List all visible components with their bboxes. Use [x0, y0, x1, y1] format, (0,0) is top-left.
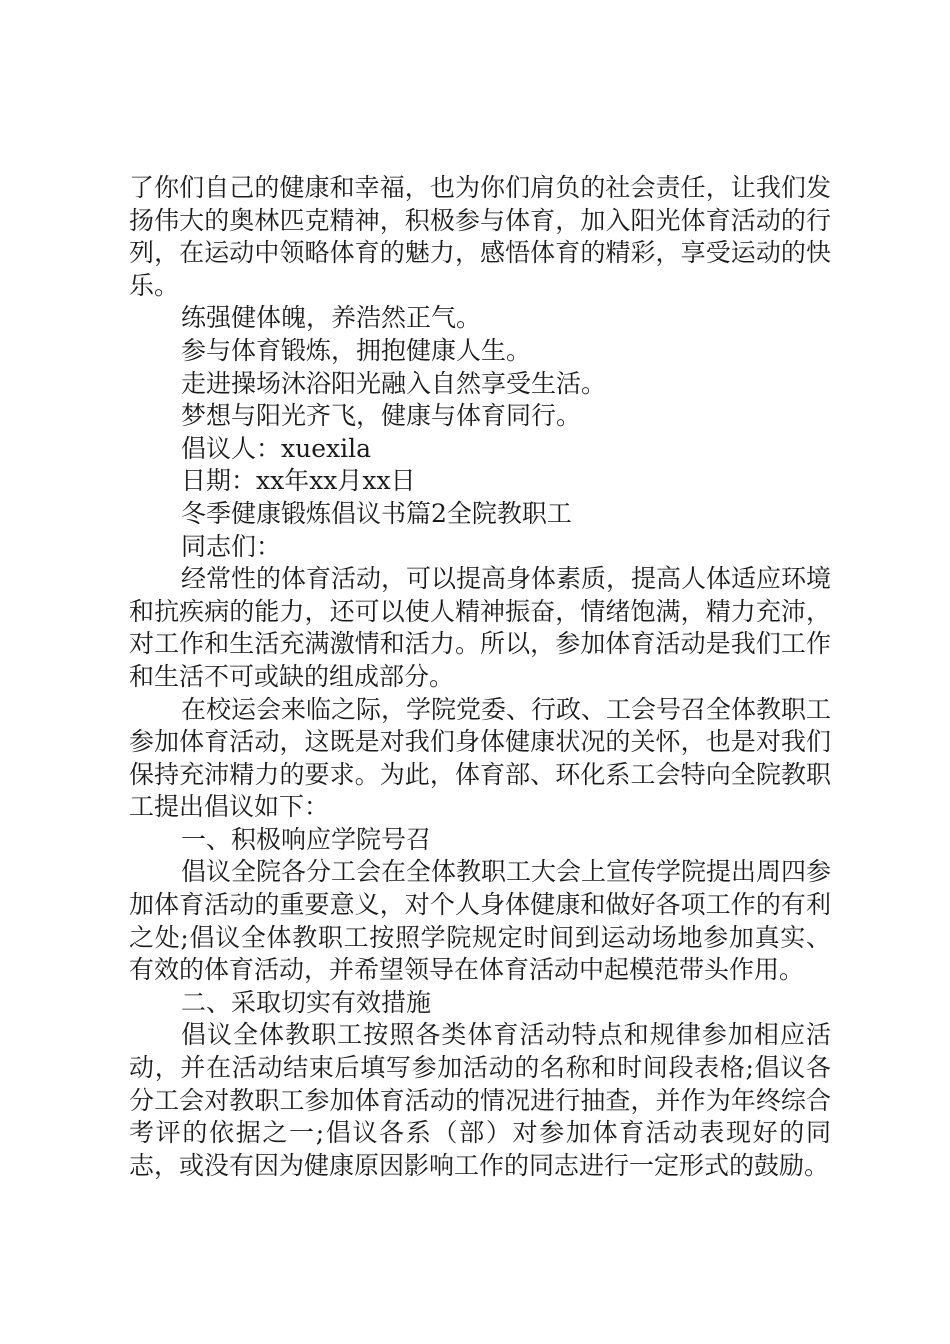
- document-body: [129, 172, 831, 1182]
- heading-2: 二、采取切实有效措施: [181, 987, 432, 1017]
- slogan-line: 梦想与阳光齐飞，健康与体育同行。: [181, 401, 582, 431]
- body-paragraph: 在校运会来临之际，学院党委、行政、工会号召全体教职工参加体育活动，这既是对我们身体健康状况的关怀，也是对我们保持充沛精力的要求。为此，体育部、环化系工会特向全院教职工提出倡议如下：: [129, 694, 832, 822]
- body-paragraph: 经常性的体育活动，可以提高身体素质，提高人体适应环境和抗疾病的能力，还可以使人精神振奋，情绪饱满，精力充沛，对工作和生活充满激情和活力。所以，参加体育活动是我们工作和生活不可或缺的组成部分。: [129, 564, 832, 691]
- body-paragraph: 倡议全体教职工按照各类体育活动特点和规律参加相应活动，并在活动结束后填写参加活动的名称和时间段表格;倡议各分工会对教职工参加体育活动的情况进行抽查，并作为年终综合考评的依据之一;倡议各系（部）对参加体育活动表现好的同志，或没有因为健康原因影响工作的同志进行一定形式的鼓励。: [129, 1020, 831, 1180]
- slogan-line: 走进操场沐浴阳光融入自然享受生活。: [181, 368, 607, 398]
- slogan-line: 练强健体魄，养浩然正气。: [181, 303, 482, 333]
- body-paragraph: 倡议全院各分工会在全体教职工大会上宣传学院提出周四参加体育活动的重要意义，对个人身体健康和做好各项工作的有利之处;倡议全体教职工按照学院规定时间到运动场地参加真实、有效的体育活动，并希望领导在体育活动中起模范带头作用。: [129, 857, 832, 985]
- date-line: 日期：xx年xx月xx日: [181, 466, 416, 496]
- initiator-line: 倡议人：xuexila: [181, 433, 371, 463]
- paragraph-continuation: 了你们自己的健康和幸福，也为你们肩负的社会责任，让我们发扬伟大的奥林匹克精神，积极参与体育，加入阳光体育活动的行列，在运动中领略体育的魅力，感悟体育的精彩，享受运动的快乐。: [129, 173, 831, 300]
- salutation: 同志们：: [181, 531, 282, 561]
- section-title: 冬季健康锻炼倡议书篇2全院教职工: [181, 498, 572, 528]
- heading-1: 一、积极响应学院号召: [181, 824, 432, 854]
- slogan-line: 参与体育锻炼，拥抱健康人生。: [181, 335, 532, 365]
